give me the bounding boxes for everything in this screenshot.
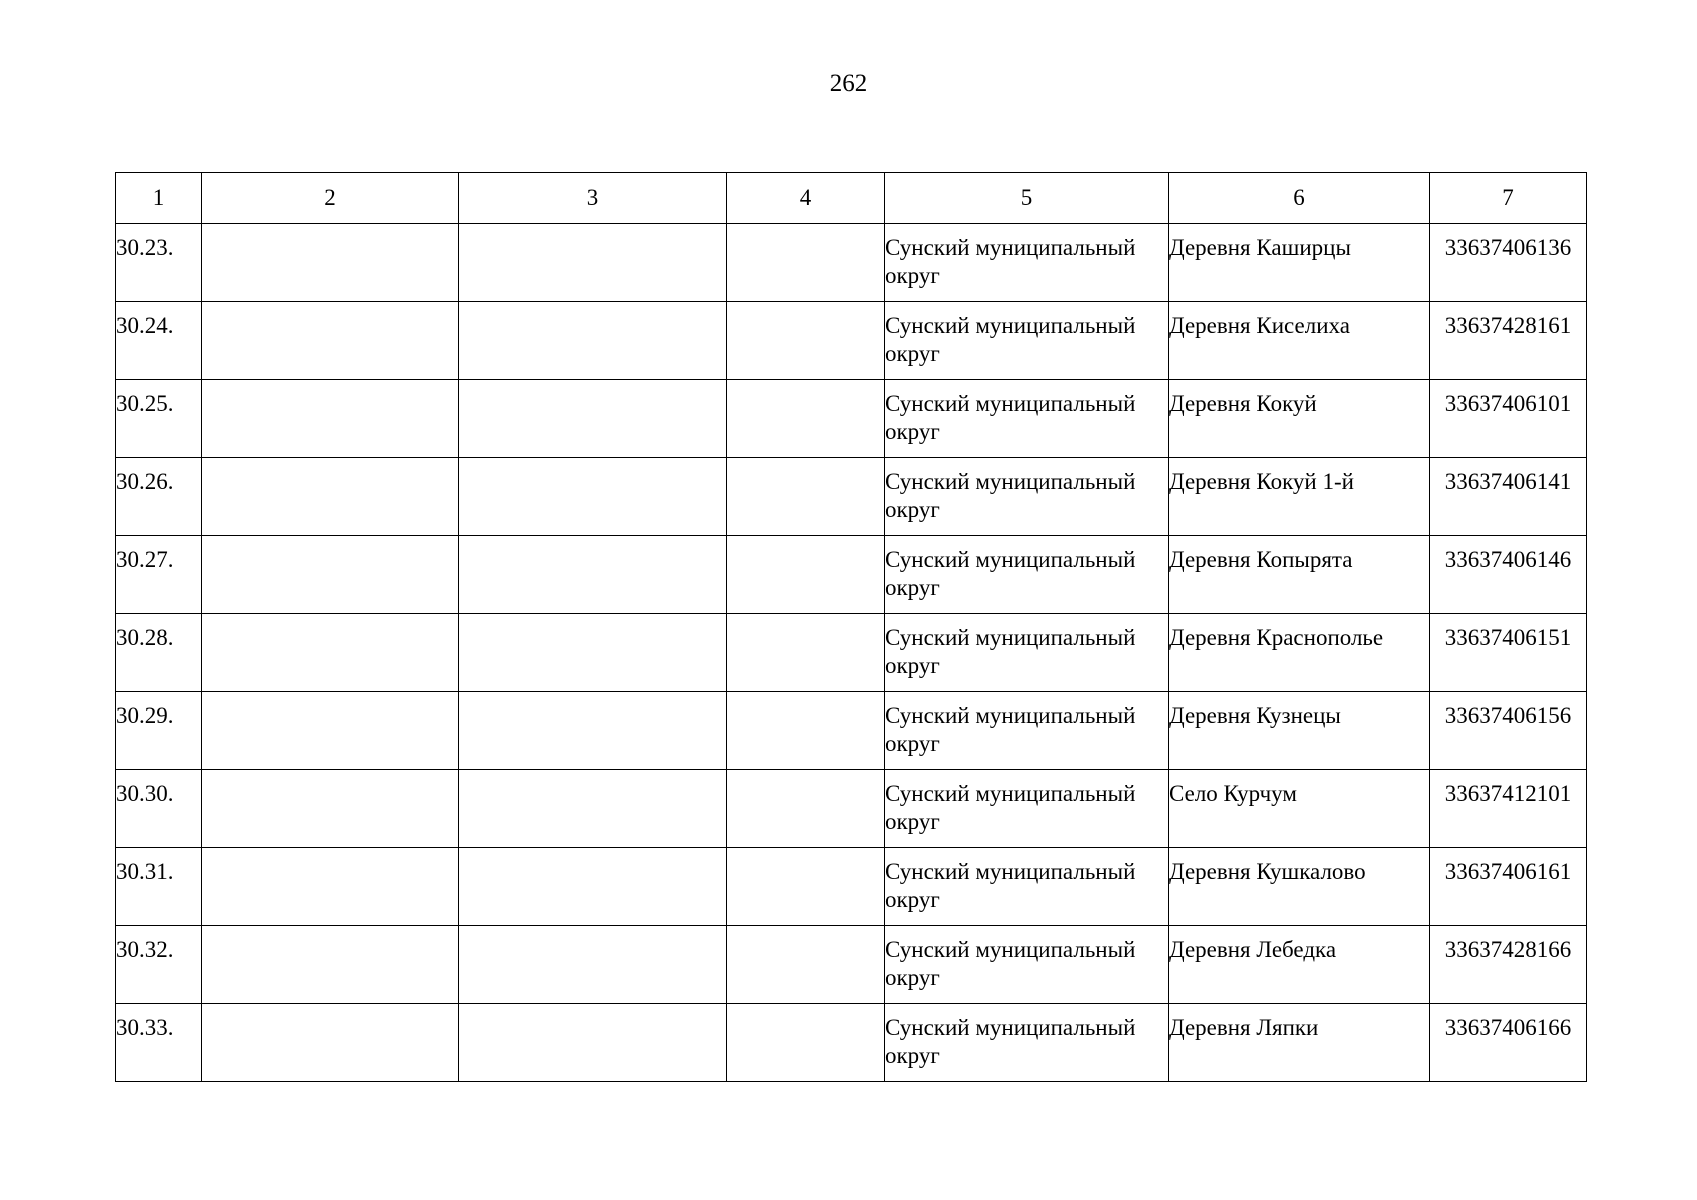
column-2-cell — [202, 536, 459, 614]
settlement-cell: Деревня Ляпки — [1169, 1004, 1430, 1082]
column-4-cell — [727, 536, 885, 614]
row-number-cell: 30.24. — [116, 302, 202, 380]
table-row — [116, 848, 1587, 926]
row-number-cell: 30.29. — [116, 692, 202, 770]
column-2-cell — [202, 458, 459, 536]
table-row — [116, 1004, 1587, 1082]
oktmo-code-cell: 33637406151 — [1430, 614, 1587, 692]
table-row — [116, 770, 1587, 848]
column-header-2: 2 — [202, 173, 459, 224]
row-number-cell: 30.28. — [116, 614, 202, 692]
column-2-cell — [202, 926, 459, 1004]
column-2-cell — [202, 224, 459, 302]
settlement-cell: Деревня Краснополье — [1169, 614, 1430, 692]
column-2-cell — [202, 380, 459, 458]
column-3-cell — [459, 380, 727, 458]
column-header-4: 4 — [727, 173, 885, 224]
row-number-cell: 30.26. — [116, 458, 202, 536]
column-4-cell — [727, 302, 885, 380]
column-header-7: 7 — [1430, 173, 1587, 224]
municipality-cell: Сунский муниципальный округ — [885, 224, 1169, 302]
table-row — [116, 536, 1587, 614]
column-4-cell — [727, 926, 885, 1004]
column-2-cell — [202, 302, 459, 380]
column-3-cell — [459, 536, 727, 614]
table-row — [116, 302, 1587, 380]
municipality-cell: Сунский муниципальный округ — [885, 380, 1169, 458]
municipality-cell: Сунский муниципальный округ — [885, 1004, 1169, 1082]
column-3-cell — [459, 692, 727, 770]
settlement-cell: Деревня Копырята — [1169, 536, 1430, 614]
municipality-cell: Сунский муниципальный округ — [885, 458, 1169, 536]
oktmo-code-cell: 33637428166 — [1430, 926, 1587, 1004]
column-3-cell — [459, 848, 727, 926]
table-row — [116, 380, 1587, 458]
municipality-cell: Сунский муниципальный округ — [885, 302, 1169, 380]
settlement-cell: Деревня Кузнецы — [1169, 692, 1430, 770]
column-4-cell — [727, 848, 885, 926]
table-row — [116, 926, 1587, 1004]
oktmo-code-cell: 33637406166 — [1430, 1004, 1587, 1082]
settlement-cell: Деревня Кокуй 1-й — [1169, 458, 1430, 536]
settlement-cell: Село Курчум — [1169, 770, 1430, 848]
table-header-row — [116, 173, 1587, 224]
settlement-cell: Деревня Кокуй — [1169, 380, 1430, 458]
oktmo-code-cell: 33637406156 — [1430, 692, 1587, 770]
column-header-5: 5 — [885, 173, 1169, 224]
oktmo-code-cell: 33637406141 — [1430, 458, 1587, 536]
table-row — [116, 692, 1587, 770]
municipality-cell: Сунский муниципальный округ — [885, 614, 1169, 692]
row-number-cell: 30.23. — [116, 224, 202, 302]
column-3-cell — [459, 224, 727, 302]
column-2-cell — [202, 1004, 459, 1082]
column-3-cell — [459, 458, 727, 536]
row-number-cell: 30.32. — [116, 926, 202, 1004]
settlement-cell: Деревня Каширцы — [1169, 224, 1430, 302]
column-2-cell — [202, 848, 459, 926]
row-number-cell: 30.33. — [116, 1004, 202, 1082]
settlement-cell: Деревня Лебедка — [1169, 926, 1430, 1004]
row-number-cell: 30.30. — [116, 770, 202, 848]
column-4-cell — [727, 224, 885, 302]
municipality-cell: Сунский муниципальный округ — [885, 926, 1169, 1004]
table-row — [116, 458, 1587, 536]
column-3-cell — [459, 770, 727, 848]
settlement-cell: Деревня Кушкалово — [1169, 848, 1430, 926]
column-2-cell — [202, 614, 459, 692]
oktmo-code-cell: 33637406101 — [1430, 380, 1587, 458]
column-4-cell — [727, 1004, 885, 1082]
row-number-cell: 30.27. — [116, 536, 202, 614]
column-3-cell — [459, 614, 727, 692]
column-3-cell — [459, 1004, 727, 1082]
column-header-1: 1 — [116, 173, 202, 224]
column-header-6: 6 — [1169, 173, 1430, 224]
oktmo-code-cell: 33637406146 — [1430, 536, 1587, 614]
settlements-table — [115, 172, 1587, 1082]
municipality-cell: Сунский муниципальный округ — [885, 770, 1169, 848]
column-4-cell — [727, 458, 885, 536]
column-2-cell — [202, 770, 459, 848]
column-2-cell — [202, 692, 459, 770]
municipality-cell: Сунский муниципальный округ — [885, 536, 1169, 614]
settlement-cell: Деревня Киселиха — [1169, 302, 1430, 380]
row-number-cell: 30.31. — [116, 848, 202, 926]
column-header-3: 3 — [459, 173, 727, 224]
column-4-cell — [727, 770, 885, 848]
oktmo-code-cell: 33637406161 — [1430, 848, 1587, 926]
table-row — [116, 224, 1587, 302]
column-3-cell — [459, 302, 727, 380]
row-number-cell: 30.25. — [116, 380, 202, 458]
column-4-cell — [727, 614, 885, 692]
column-4-cell — [727, 692, 885, 770]
table-body — [116, 224, 1587, 1082]
column-3-cell — [459, 926, 727, 1004]
page-number: 262 — [829, 70, 868, 97]
table-row — [116, 614, 1587, 692]
oktmo-code-cell: 33637412101 — [1430, 770, 1587, 848]
column-4-cell — [727, 380, 885, 458]
municipality-cell: Сунский муниципальный округ — [885, 692, 1169, 770]
oktmo-code-cell: 33637428161 — [1430, 302, 1587, 380]
municipality-cell: Сунский муниципальный округ — [885, 848, 1169, 926]
oktmo-code-cell: 33637406136 — [1430, 224, 1587, 302]
